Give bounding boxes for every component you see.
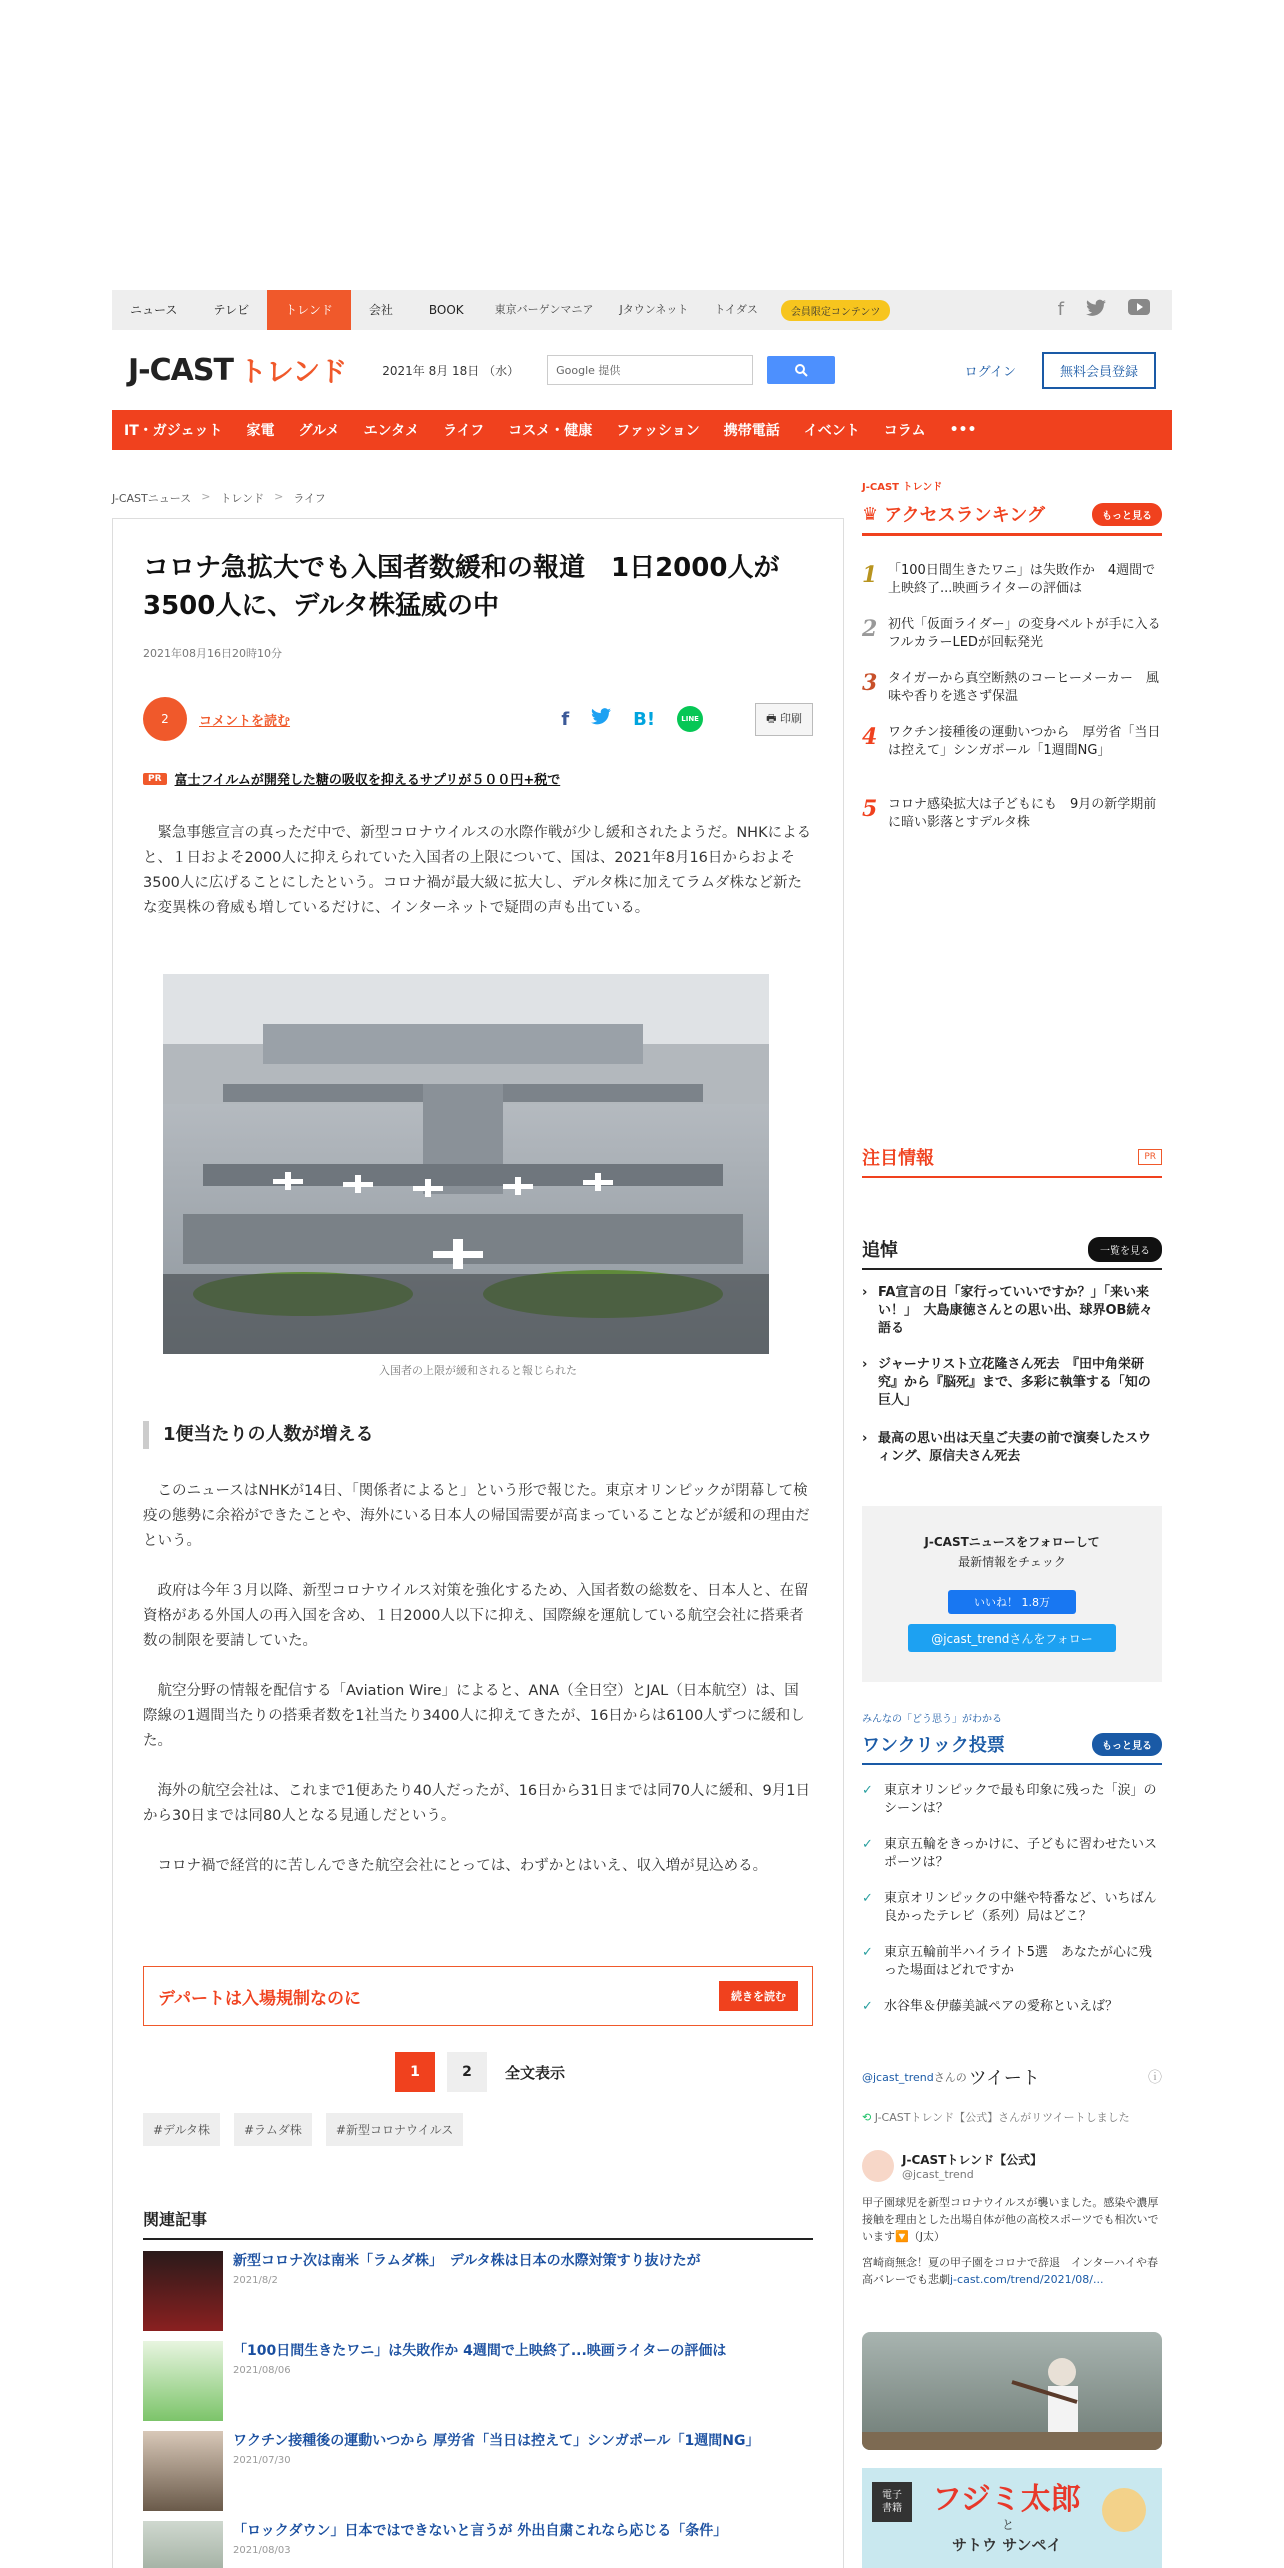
article-paragraph: コロナ禍で経営的に苦しんできた航空会社にとっては、わずかとはいえ、収入増が見込める。: [143, 1858, 768, 1874]
cat-gourmet[interactable]: グルメ: [298, 423, 340, 439]
cat-cosme[interactable]: コスメ・健康: [508, 423, 593, 439]
breadcrumb-jcast[interactable]: J-CASTニュース: [112, 492, 192, 505]
ad-banner[interactable]: [862, 2468, 1162, 2568]
ranking-item[interactable]: 4 ワクチン接種後の運動いつから 厚労省「当日は控えて」シンガポール「1週間NG」: [862, 724, 1161, 758]
share-buttons: [561, 703, 813, 736]
ad-sub: と: [1002, 2518, 1015, 2532]
facebook-icon[interactable]: f: [1057, 298, 1064, 320]
retweet-note: ⟲ J-CASTトレンド【公式】さんがリツイートしました: [862, 2111, 1130, 2124]
sidebar-label: J-CAST トレンド: [862, 482, 943, 493]
ad-sub: サトウ サンペイ: [952, 2536, 1062, 2554]
cat-column[interactable]: コラム: [883, 423, 926, 439]
tweet-author[interactable]: J-CASTトレンド【公式】 @jcast_trend: [862, 2150, 1162, 2182]
tag-lambda[interactable]: #ラムダ株: [234, 2113, 312, 2146]
breadcrumb-life[interactable]: ライフ: [293, 492, 326, 505]
ranking-item[interactable]: 2 初代「仮面ライダー」の変身ベルトが手に入る フルカラーLEDが回転発光: [862, 616, 1174, 650]
twitter-icon[interactable]: [1086, 299, 1106, 322]
twitter-share-icon[interactable]: [591, 708, 611, 730]
search-button[interactable]: [767, 356, 835, 384]
ranking-list: [862, 536, 1174, 836]
ranking-more-button[interactable]: もっと見る: [1092, 503, 1162, 526]
related-thumbnail: [143, 2431, 223, 2511]
article-paragraph: 航空分野の情報を配信する「Aviation Wire」によると、ANA（全日空）とJAL（日本航空）は、国際線の1週間当たりの搭乗者数を1社当たり3400人に抑えてきたが、16日からは6100人ずつに緩和した。: [143, 1683, 805, 1749]
cat-it[interactable]: IT・ガジェット: [124, 423, 223, 439]
chevron-right-icon: ›: [862, 1285, 868, 1300]
nav-jtown[interactable]: Jタウンネット: [619, 303, 689, 316]
check-icon: ✓: [862, 1783, 873, 1798]
check-icon: ✓: [862, 1945, 873, 1960]
tsuitou-item[interactable]: › 最高の思い出は天皇ご夫妻の前で演奏したスウィング、原信夫さん死去: [862, 1431, 1152, 1464]
tweet-body: 甲子園球児を新型コロナウイルスが襲いました。感染や濃厚接触を理由とした出場自体が他の高校スポーツでも相次いでいます🔽（J太）: [862, 2196, 1159, 2243]
article-container: [112, 518, 844, 2568]
register-button[interactable]: 無料会員登録: [1042, 352, 1156, 389]
vote-item[interactable]: ✓ 東京オリンピックで最も印象に残った「涙」のシーンは？: [862, 1783, 1157, 1816]
ranking-header: ♛ アクセスランキング もっと見る: [862, 501, 1162, 536]
cat-entame[interactable]: エンタメ: [363, 423, 420, 439]
check-icon: ✓: [862, 1891, 873, 1906]
ranking-item[interactable]: 3 タイガーから真空断熱のコーヒーメーカー 風味や香りを逃さず保温: [862, 670, 1159, 704]
related-thumbnail: [143, 2521, 223, 2568]
tsuitou-item[interactable]: › FA宣言の日「家行っていいですか？」「来い来い！」 大島康徳さんとの思い出、球界OB続々語る: [862, 1285, 1153, 1336]
crown-icon: ♛: [862, 503, 879, 525]
chevron-right-icon: >: [274, 490, 284, 503]
breadcrumb-trend[interactable]: トレンド: [220, 492, 265, 505]
comment-count-icon[interactable]: 2: [143, 697, 187, 741]
site-header: [112, 342, 1172, 398]
tsuitou-list-button[interactable]: 一覧を見る: [1088, 1237, 1162, 1262]
vote-more-button[interactable]: もっと見る: [1092, 1733, 1162, 1756]
cat-mobile[interactable]: 携帯電話: [723, 423, 780, 439]
cat-kaden[interactable]: 家電: [246, 423, 275, 439]
vote-item[interactable]: ✓ 東京五輪前半ハイライト5選 あなたが心に残った場面はどれですか: [862, 1945, 1152, 1978]
read-more-button[interactable]: 続きを読む: [719, 1981, 798, 2011]
share-row: [143, 697, 813, 741]
sidebar: [862, 478, 1174, 2554]
page-1-button[interactable]: 1: [395, 2052, 435, 2092]
top-nav: [112, 290, 1172, 330]
tag-covid[interactable]: #新型コロナウイルス: [326, 2113, 463, 2146]
vote-item[interactable]: ✓ 水谷隼＆伊藤美誠ペアの愛称といえば？: [862, 1999, 1119, 2014]
nav-company[interactable]: 会社: [368, 303, 393, 317]
article-subheading: 1便当たりの人数が増える: [143, 1421, 374, 1449]
vote-item[interactable]: ✓ 東京五輪をきっかけに、子どもに習わせたいスポーツは？: [862, 1837, 1158, 1870]
page-2-button[interactable]: 2: [447, 2052, 487, 2092]
hatena-bookmark-icon[interactable]: B!: [633, 708, 656, 730]
article-date: 2021年08月16日20時10分: [143, 647, 282, 660]
nav-trend[interactable]: トレンド: [267, 290, 351, 330]
breadcrumb: [112, 490, 326, 506]
ranking-item[interactable]: 5 コロナ感染拡大は子どもにも 9月の新学期前に暗い影落とすデルタ株: [862, 796, 1157, 830]
photo-caption: 入国者の上限が緩和されると報じられた: [379, 1364, 577, 1377]
follow-line: 最新情報をチェック: [958, 1555, 1066, 1569]
article-paragraph: このニュースはNHKが14日、「関係者によると」という形で報じた。東京オリンピックが閉幕して検疫の態勢に余裕ができたことや、海外にいる日本人の帰国需要が高まっていることなどが緩和の理由だという。: [143, 1483, 810, 1549]
tweet-user-link[interactable]: @jcast_trend: [862, 2070, 934, 2084]
pagination: [395, 2052, 565, 2092]
print-button[interactable]: 🖶 印刷: [755, 703, 813, 736]
nav-bargain[interactable]: 東京バーゲンマニア: [494, 303, 594, 316]
next-page-title: デパートは入場規制なのに: [158, 1988, 361, 2009]
vote-section: [862, 1710, 1162, 1765]
related-item[interactable]: 新型コロナ次は南米「ラムダ株」 デルタ株は日本の水際対策すり抜けたが 2021/8/2: [143, 2251, 813, 2331]
search-input[interactable]: Google 提供: [547, 355, 753, 385]
cat-life[interactable]: ライフ: [443, 423, 485, 439]
pr-link[interactable]: PR 富士フイルムが開発した糖の吸収を抑えるサプリが５００円+税で: [143, 769, 560, 788]
ad-title: フジミ太郎: [932, 2482, 1081, 2517]
chevron-right-icon: >: [201, 490, 211, 503]
youtube-icon[interactable]: [1128, 299, 1150, 322]
tweet-link[interactable]: j-cast.com/trend/2021/08/...: [950, 2273, 1104, 2286]
check-icon: ✓: [862, 1837, 873, 1852]
pr-badge: PR: [143, 773, 167, 785]
related-thumbnail: [143, 2341, 223, 2421]
article-paragraph: 政府は今年３月以降、新型コロナウイルス対策を強化するため、入国者数の総数を、日本人と、在留資格がある外国人の再入国を含め、１日2000人以下に抑え、国際線を運航している航空会社に搭乗者数の制限を要請していた。: [143, 1583, 809, 1649]
related-item[interactable]: 「100日間生きたワニ」は失敗作か 4週間で上映終了...映画ライターの評価は 2021/08/06: [143, 2341, 813, 2421]
ranking-item[interactable]: 1 「100日間生きたワニ」は失敗作か 4週間で上映終了...映画ライターの評価は: [862, 562, 1156, 596]
current-date: 2021年 8月 18日 （水）: [382, 363, 520, 378]
attention-header: 注目情報 PR: [862, 1144, 1162, 1178]
comment-link[interactable]: コメントを読む: [199, 713, 291, 729]
vote-label: みんなの「どう思う」がわかる: [862, 1714, 1002, 1725]
nav-book[interactable]: BOOK: [428, 303, 464, 317]
more-menu-icon[interactable]: •••: [949, 422, 977, 438]
facebook-like-button[interactable]: いいね！ 1.8万: [948, 1590, 1076, 1614]
social-links: [1058, 299, 1172, 322]
pr-tag: PR: [1138, 1149, 1162, 1165]
follow-line: J-CASTニュースをフォローして: [924, 1535, 1100, 1549]
related-heading: 関連記事: [143, 2207, 813, 2240]
nav-news[interactable]: ニュース: [130, 303, 178, 317]
tweet-body-2: 宮崎商無念！夏の甲子園をコロナで辞退 インターハイや春高バレーでも悲劇j-cast.com/trend/2021/08/...: [862, 2256, 1159, 2286]
chevron-right-icon: ›: [862, 1431, 868, 1446]
nav-tv[interactable]: テレビ: [213, 303, 250, 317]
info-icon[interactable]: ⓘ: [1148, 2070, 1162, 2086]
tag-delta[interactable]: #デルタ株: [143, 2113, 220, 2146]
avatar: [862, 2150, 894, 2182]
cat-event[interactable]: イベント: [803, 423, 860, 439]
tweet-image-baseball[interactable]: [862, 2332, 1162, 2450]
related-thumbnail: [143, 2251, 223, 2331]
related-item[interactable]: ワクチン接種後の運動いつから 厚労省「当日は控えて」シンガポール「1週間NG」 2021/07/30: [143, 2431, 813, 2511]
tsuitou-header: 追悼 一覧を見る: [862, 1236, 1162, 1270]
next-page-box[interactable]: [143, 1966, 813, 2026]
article-paragraph: 緊急事態宣言の真っただ中で、新型コロナウイルスの水際作戦が少し緩和されたようだ。NHKによると、１日およそ2000人に抑えられていた入国者の上限について、国は、2021年8月16日からおよそ3500人に広げることにしたという。コロナ禍が最大級に拡大し、デルタ株に加えてラムダ株など新たな変異株の脅威も増しているだけに、インターネットで疑問の声も出ている。: [143, 825, 812, 916]
category-bar: [112, 410, 1172, 450]
show-all-link[interactable]: 全文表示: [505, 2063, 566, 2082]
twitter-follow-button[interactable]: @jcast_trendさんをフォロー: [908, 1624, 1116, 1652]
article-paragraph: 海外の航空会社は、これまで1便あたり40人だったが、16日から31日までは同70人に緩和、9月1日から30日までは同80人となる見通しだという。: [143, 1783, 810, 1824]
article-photo-airport: [163, 974, 769, 1354]
tsuitou-item[interactable]: › ジャーナリスト立花隆さん死去 『田中角栄研究』から『脳死』まで、多彩に執筆する「知の巨人」: [862, 1357, 1151, 1408]
tag-list: [143, 2113, 463, 2146]
line-share-icon[interactable]: LINE: [677, 706, 703, 732]
check-icon: ✓: [862, 1999, 873, 2014]
chevron-right-icon: ›: [862, 1357, 868, 1372]
facebook-share-icon[interactable]: f: [561, 708, 570, 730]
nav-toidas[interactable]: トイダス: [714, 303, 758, 316]
login-link[interactable]: ログイン: [964, 364, 1016, 380]
vote-item[interactable]: ✓ 東京オリンピックの中継や特番など、いちばん良かったテレビ（系列）局はどこ？: [862, 1891, 1157, 1924]
cat-fashion[interactable]: ファッション: [616, 423, 700, 439]
member-content-badge[interactable]: 会員限定コンテンツ: [781, 300, 891, 321]
follow-box: [862, 1506, 1162, 1682]
site-logo[interactable]: J-CAST トレンド: [128, 352, 347, 388]
related-item[interactable]: 「ロックダウン」日本ではできないと言うが 外出自粛これなら応じる「条件」 2021/08/03: [143, 2521, 813, 2568]
search-icon: [794, 363, 808, 377]
tweet-header: @jcast_trend さんの ツイート ⓘ: [862, 2068, 1162, 2089]
ad-badge: 電子 書籍: [872, 2482, 912, 2522]
retweet-icon: ⟲: [862, 2111, 872, 2124]
vote-header: ワンクリック投票 もっと見る: [862, 1731, 1162, 1765]
article-title: コロナ急拡大でも入国者数緩和の報道 1日2000人が3500人に、デルタ株猛威の中: [143, 553, 780, 621]
ad-character-image: [1102, 2488, 1146, 2532]
